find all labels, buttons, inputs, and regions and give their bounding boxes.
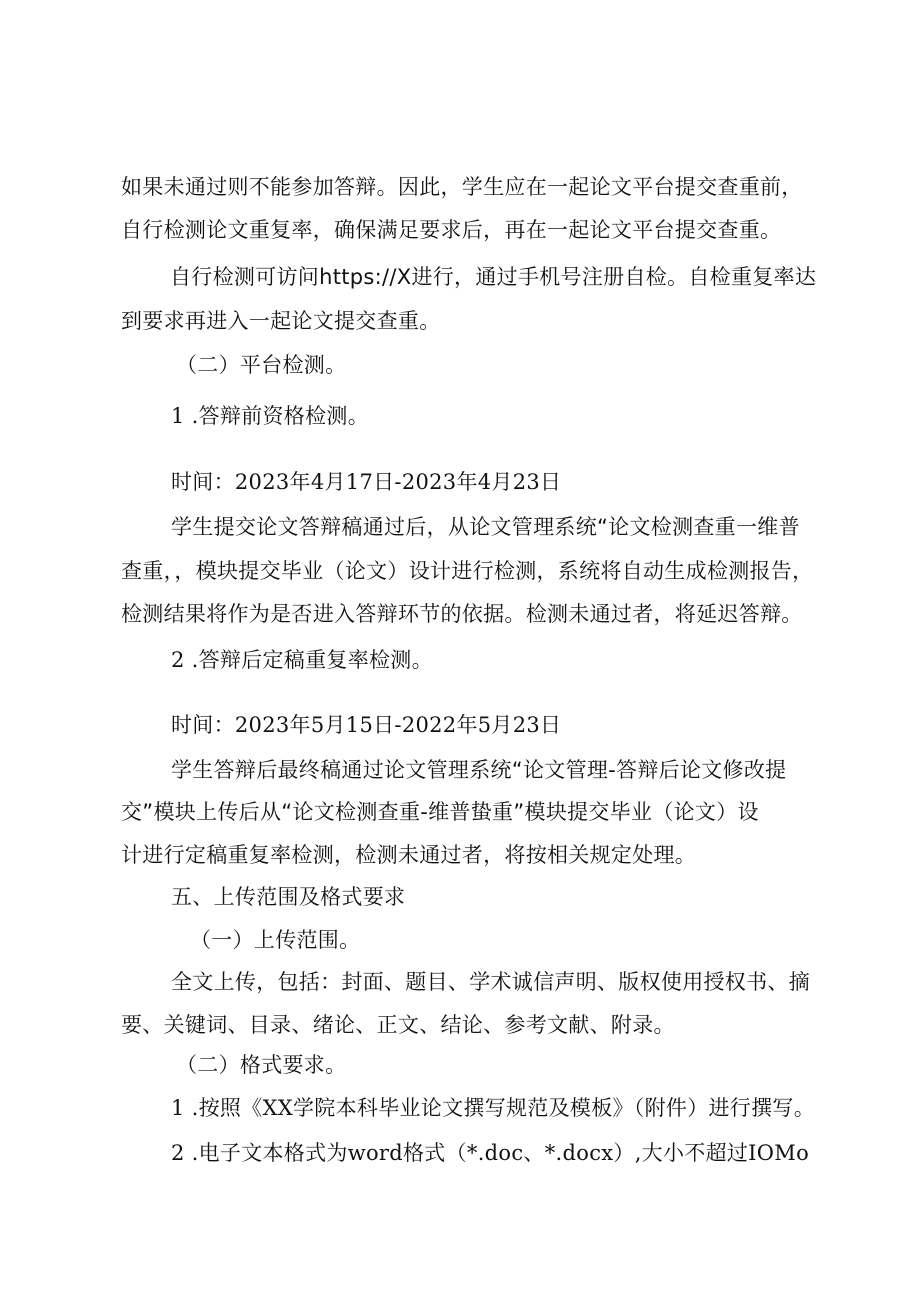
paragraph-line: 交”模块上传后从“论文检测查重-维普蛰重”模块提交毕业（论文）设 <box>121 800 759 824</box>
paragraph-line: 如果未通过则不能参加答辩。因此，学生应在一起论文平台提交查重前， <box>121 175 803 199</box>
paragraph-line: 学生答辩后最终稿通过论文管理系统“论文管理-答辩后论文修改提 <box>171 758 787 782</box>
paragraph-line: 检测结果将作为是否进入答辩环节的依据。检测未通过者，将延迟答辩。 <box>121 602 803 626</box>
item-heading: 1 .答辩前资格检测。 <box>171 404 370 428</box>
paragraph-line: 计进行定稿重复率检测，检测未通过者，将按相关规定处理。 <box>121 843 697 867</box>
section-heading: （二）平台检测。 <box>176 353 347 377</box>
paragraph-line: 全文上传，包括：封面、题目、学术诚信声明、版权使用授权书、摘 <box>171 970 810 994</box>
paragraph-line: 自行检测论文重复率，确保满足要求后，再在一起论文平台提交查重。 <box>121 218 782 242</box>
paragraph-line: 学生提交论文答辩稿通过后，从论文管理系统“论文检测查重一维普 <box>171 515 800 539</box>
paragraph-line: 查重，，模块提交毕业（论文）设计进行检测，系统将自动生成检测报告， <box>121 559 814 583</box>
time-line: 时间：2023年4月17日-2023年4月23日 <box>171 470 562 494</box>
time-line: 时间：2023年5月15日-2022年5月23日 <box>171 713 562 737</box>
chapter-heading: 五、上传范围及格式要求 <box>171 885 406 909</box>
paragraph-line: 到要求再进入一起论文提交查重。 <box>121 309 441 333</box>
list-item: 2 .电子文本格式为word格式（*.doc、*.docx）,大小不超过IOMo <box>171 1141 810 1165</box>
paragraph-line: 要、关键词、目录、绪论、正文、结论、参考文献、附录。 <box>121 1013 675 1037</box>
item-heading: 2 .答辩后定稿重复率检测。 <box>171 648 433 672</box>
paragraph-line: 自行检测可访问https://X进行，通过手机号注册自检。自检重复率达 <box>170 265 817 289</box>
section-heading: （二）格式要求。 <box>176 1053 347 1077</box>
list-item: 1 .按照《XX学院本科毕业论文撰写规范及模板》（附件）进行撰写。 <box>171 1096 816 1120</box>
section-heading: （一）上传范围。 <box>190 928 361 952</box>
